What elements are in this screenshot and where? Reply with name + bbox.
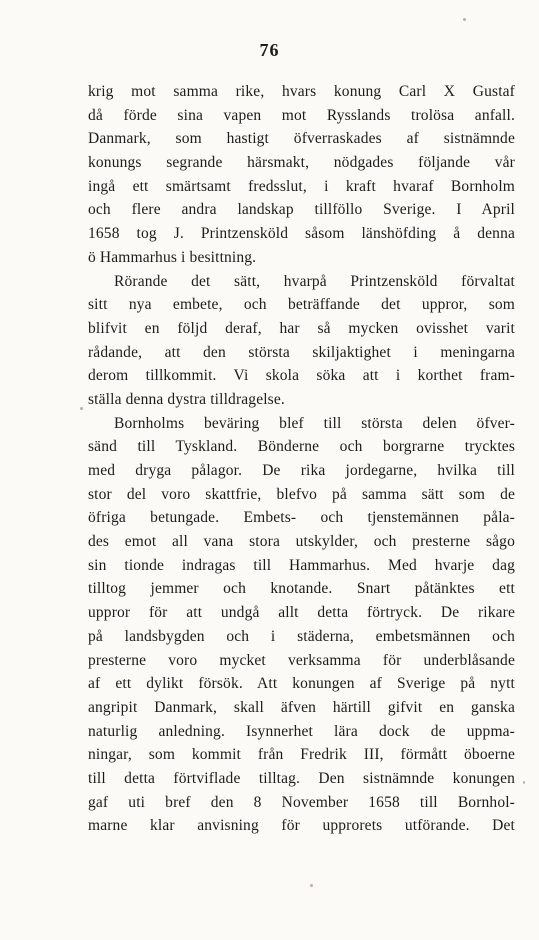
text-line: ö Hammarhus i besittning. — [88, 248, 257, 266]
text-line: sin tionde indragas till Hammarhus. Med hvarje dag — [88, 556, 515, 574]
body-text — [88, 80, 515, 838]
text-line: 1658 tog J. Printzensköld såsom länshöfding å denna — [88, 225, 515, 243]
text-line: sitt nya embete, och beträffande det uppror, som — [88, 296, 515, 314]
text-line: ningar, som kommit från Fredrik III, förmått öboerne — [88, 746, 515, 764]
text-line: marne klar anvisning för upprorets utförande. Det — [88, 817, 515, 835]
text-line: ställa denna dystra tilldragelse. — [88, 390, 285, 408]
text-line: till detta förtviflade tilltag. Den sistnämnde konungen — [88, 769, 515, 787]
text-line: ingå ett smärtsamt fredsslut, i kraft hvaraf Bornholm — [88, 177, 515, 195]
text-line: sänd till Tyskland. Bönderne och borgrarne trycktes — [88, 438, 515, 456]
text-line: Danmark, som hastigt öfverraskades af sistnämnde — [88, 130, 515, 148]
text-line: krig mot samma rike, hvars konung Carl X Gustaf — [88, 83, 515, 100]
text-line: blifvit en följd deraf, har så mycken ovisshet varit — [88, 319, 515, 337]
text-line: öfriga betungade. Embets- och tjenstemännen påla- — [88, 509, 515, 527]
text-line: angripit Danmark, skall äfven härtill gifvit en ganska — [88, 698, 515, 716]
text-line: gaf uti bref den 8 November 1658 till Bornhol- — [88, 793, 515, 811]
paper-speck — [310, 884, 313, 887]
text-line: uppror för att undgå allt detta förtryck. De rikare — [88, 604, 515, 622]
text-line: rådande, att den största skiljaktighet i meningarna — [88, 343, 515, 361]
text-line: naturlig anledning. Isynnerhet lära dock de uppma- — [88, 722, 515, 740]
text-line: presterne voro mycket verksamma för underblåsande — [88, 651, 515, 669]
text-line: Rörande det sätt, hvarpå Printzensköld förvaltat — [114, 272, 515, 290]
text-line: konungs segrande härsmakt, nödgades följande vår — [88, 154, 515, 172]
paper-speck — [80, 407, 83, 410]
page-number: 76 — [259, 40, 280, 60]
text-line: des emot all vana stora utskylder, och presterne sågo — [88, 533, 515, 551]
text-line: derom tillkommit. Vi skola söka att i korthet fram- — [88, 367, 515, 385]
text-line: och flere andra landskap tillföllo Sverige. I April — [88, 201, 515, 219]
text-line: stor del voro skattfrie, blefvo på samma sätt som de — [88, 485, 515, 503]
text-line: Bornholms beväring blef till största delen öfver- — [114, 414, 515, 432]
text-line: af ett dylikt försök. Att konungen af Sverige på nytt — [88, 675, 515, 693]
text-line: tilltog jemmer och knotande. Snart påtänktes ett — [88, 580, 515, 598]
text-line: med dryga pålagor. De rika jordegarne, hvilka till — [88, 462, 515, 479]
paper-speck — [463, 18, 466, 21]
text-line: på landsbygden och i städerna, embetsmännen och — [88, 627, 515, 645]
text-line: då förde sina vapen mot Rysslands trolösa anfall. — [88, 106, 515, 124]
paper-speck — [523, 781, 525, 784]
